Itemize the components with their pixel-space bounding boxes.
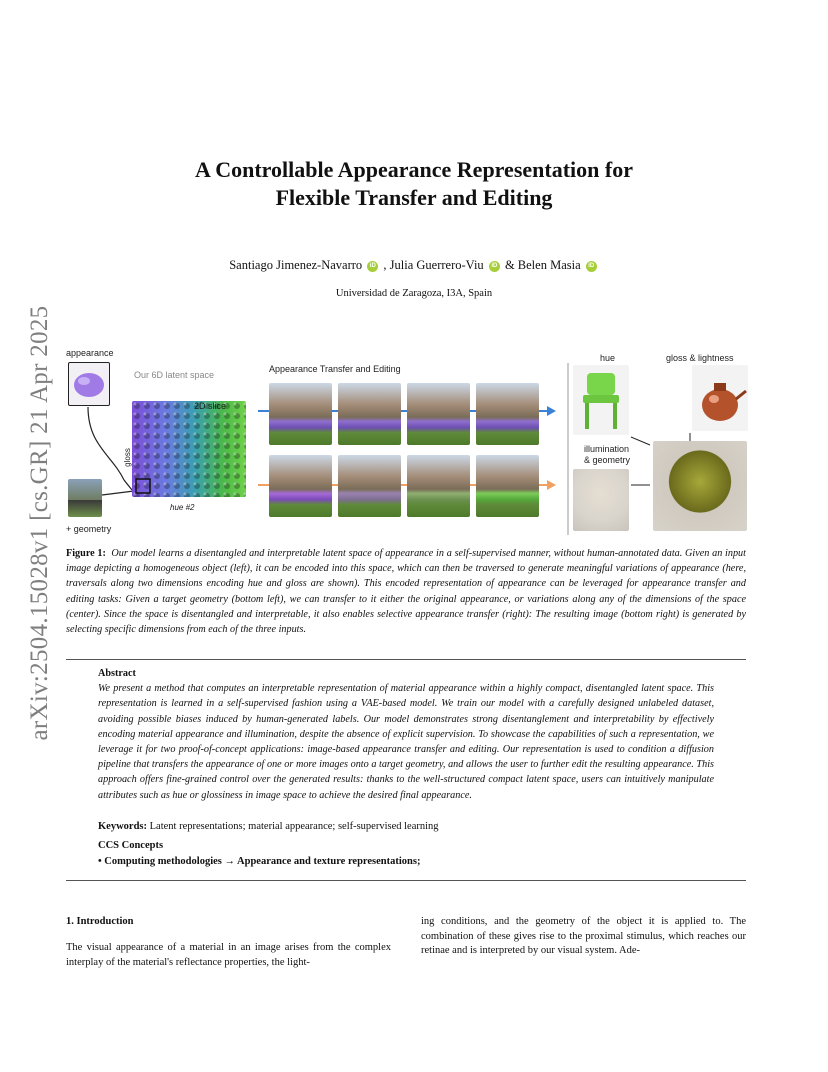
caption-text: Our model learns a disentangled and interpretable latent space of appearance in a self-supervised manner, without human-annotated data. Given an input image depicting a homogeneous object (left), it can be encoded into this space, which can then be traversed to generate meaningful variations of appearance (here, traversals along two dimensions encoding hue and gloss are shown). This encoded representation of appearance can be leveraged for appearance transfer and editing tasks: Given a target geometry (bottom left), we can transfer to it either the original appearance, or variations along any of the dimensions of the space (center). Since the space is disentangled and interpretable, it also enables selective appearance transfer (right): The resulting image (bottom right) is generated by selecting specific dimensions from each of the three inputs. xyxy=(66,548,746,636)
label-latent-space: Our 6D latent space xyxy=(134,370,215,380)
orcid-icon[interactable]: iD xyxy=(367,261,378,272)
abstract-heading: Abstract xyxy=(98,668,136,679)
transfer-result-top-2 xyxy=(338,383,401,445)
figure-1 xyxy=(62,345,768,541)
transfer-result-top-3 xyxy=(407,383,470,445)
label-geometry: + geometry xyxy=(66,524,112,534)
author-list xyxy=(0,258,828,273)
intro-left-column: The visual appearance of a material in an image arises from the complex interplay of the material's reflectance properties, the light- xyxy=(66,942,391,968)
copper-teapot-icon xyxy=(692,365,748,431)
orcid-icon[interactable]: iD xyxy=(586,261,597,272)
keywords-label: Keywords: xyxy=(98,821,147,832)
latent-slice-grid xyxy=(132,401,246,497)
arxiv-stamp xyxy=(18,285,62,760)
label-illumination-line-1: illumination xyxy=(584,444,630,454)
divider-bottom xyxy=(66,880,746,881)
label-gloss: gloss xyxy=(122,448,132,467)
keywords-text: Latent representations; material appearance; self-supervised learning xyxy=(149,821,439,832)
label-hue-right: hue xyxy=(600,353,616,363)
orcid-icon[interactable]: iD xyxy=(489,261,500,272)
green-chair-icon xyxy=(573,365,629,435)
author-separator-2: & xyxy=(504,258,515,272)
keywords-line xyxy=(98,821,714,832)
arxiv-stamp-text: arXiv:2504.15028v1 [cs.GR] 21 Apr 2025 xyxy=(26,305,53,740)
abstract-block xyxy=(98,666,714,803)
author-3: Belen Masia xyxy=(517,258,581,272)
slice-texture xyxy=(132,401,246,497)
transfer-result-bottom-3 xyxy=(407,455,470,517)
gloss-input-teapot xyxy=(692,365,748,431)
figure-caption xyxy=(66,546,746,637)
transfer-result-bottom-1 xyxy=(269,455,332,517)
author-2: Julia Guerrero-Viu xyxy=(389,258,484,272)
intro-right-column: ing conditions, and the geometry of the object it is applied to. The combination of these gives rise to the proximal stimulus, which reaches our retinae and is interpreted by our visual system. Ade- xyxy=(421,916,746,956)
ccs-item: • Computing methodologies → Appearance and texture representations; xyxy=(98,856,421,867)
selective-transfer-result xyxy=(653,441,747,531)
title-line-1: A Controllable Appearance Representation for xyxy=(195,157,633,182)
ccs-heading: CCS Concepts xyxy=(98,840,164,851)
paper-title xyxy=(0,156,828,212)
label-transfer-editing: Appearance Transfer and Editing xyxy=(269,364,401,374)
label-gloss-lightness: gloss & lightness xyxy=(666,353,734,363)
label-appearance: appearance xyxy=(66,348,114,358)
transfer-result-bottom-2 xyxy=(338,455,401,517)
illumination-input-bust xyxy=(573,469,629,531)
transfer-result-top-4 xyxy=(476,383,539,445)
author-separator-1: , xyxy=(383,258,387,272)
affiliation: Universidad de Zaragoza, I3A, Spain xyxy=(335,288,493,299)
section-heading-introduction: 1. Introduction xyxy=(66,916,134,927)
label-2d-slice: 2D slice xyxy=(194,401,227,411)
transfer-result-bottom-4 xyxy=(476,455,539,517)
caption-label: Figure 1: xyxy=(66,548,106,559)
title-line-2: Flexible Transfer and Editing xyxy=(275,185,553,210)
hue-input-chair xyxy=(573,365,629,435)
author-1: Santiago Jimenez-Navarro xyxy=(229,258,363,272)
divider-top xyxy=(66,659,746,660)
abstract-text: We present a method that computes an interpretable representation of material appearance within a highly compact, disentangled latent space. This representation is learned in a self-supervised fashion using a VAE-based model. We train our model with a carefully designed unlabeled dataset, avoiding possible biases induced by human-generated labels. Our model demonstrates strong disentanglement and interpretability by effectively encoding material appearance and illumination, despite the absence of explicit supervision. To showcase the capabilities of such a representation, we leverage it for two proof-of-concept applications: image-based appearance transfer and editing. Our representation is used to condition a diffusion pipeline that transfers the appearance of one or more images onto a target geometry, and allows the user to further edit the resulting appearance. This approach offers fine-grained control over the generated results: thanks to the well-structured compact latent space, users can intuitively manipulate attributes such as hue or glossiness in image space to achieve the desired final appearance. xyxy=(98,683,714,801)
target-geometry-car xyxy=(68,479,102,517)
label-illumination-line-2: & geometry xyxy=(584,455,631,465)
label-hue: hue #2 xyxy=(170,503,195,512)
transfer-result-top-1 xyxy=(269,383,332,445)
label-illumination xyxy=(584,444,630,466)
